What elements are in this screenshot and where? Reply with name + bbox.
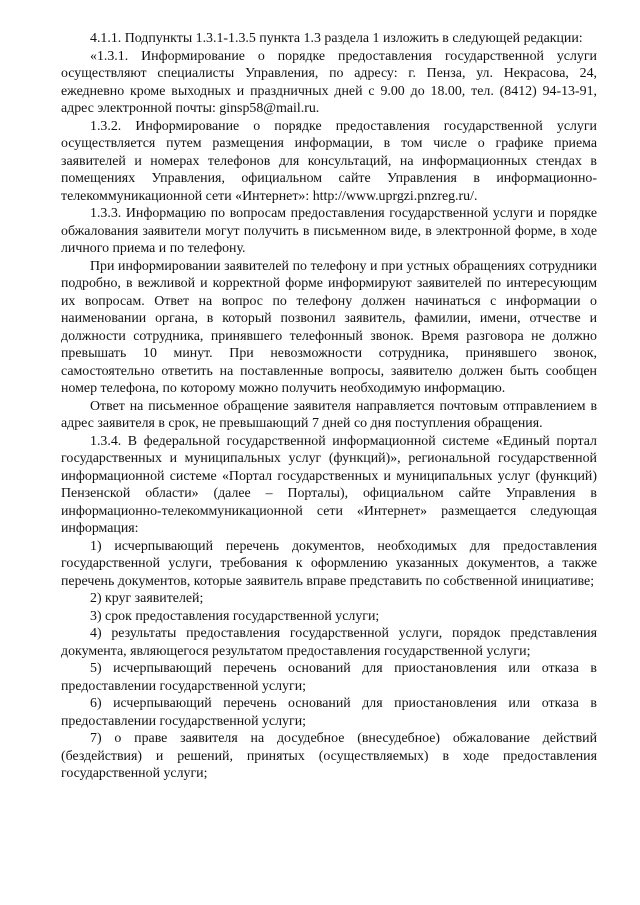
- paragraph-1-3-3: 1.3.3. Информацию по вопросам предоставления государственной услуги и порядке обжалования заявители могут получить в письменном виде, в электронной форме, в ходе личного приема и по телефону.: [61, 206, 597, 256]
- list-item-6: 6) исчерпывающий перечень оснований для приостановления или отказа в предоставлении государственной услуги;: [61, 696, 597, 729]
- list-item-1: 1) исчерпывающий перечень документов, необходимых для предоставления государственной услуги, требования к оформлению указанных документов, а также перечень документов, которые заявитель вправе представить по собственной инициативе;: [61, 538, 597, 589]
- paragraph-1-3-2: 1.3.2. Информирование о порядке предоставления государственной услуги осуществляется путем размещения информации, в том числе о графике приема заявителей и номерах телефонов для консультаций, на информационных стендах в помещениях Управления, официальном сайте Управления в информационно-телекоммуникационной сети «Интернет»: http://www.uprgzi.pnzreg.ru/.: [61, 118, 597, 204]
- list-item-7: 7) о праве заявителя на досудебное (внесудебное) обжалование действий (бездействия) и решений, принятых (осуществляемых) в ходе предоставления государственной услуги;: [61, 731, 597, 781]
- list-item-5: 5) исчерпывающий перечень оснований для приостановления или отказа в предоставлении государственной услуги;: [61, 661, 597, 694]
- paragraph-phone-info: При информировании заявителей по телефону и при устных обращениях сотрудники подробно, в вежливой и корректной форме информируют заявителей по интересующим их вопросам. Ответ на вопрос по телефону должен начинаться с информации о наименовании органа, в который позвонил заявитель, фамилии, имени, отчестве и должности сотрудника, принявшего телефонный звонок. Время разговора не должно превышать 10 минут. При невозможности сотрудника, принявшего звонок, самостоятельно ответить на поставленные вопросы, заявителю должен быть сообщен номер телефона, по которому можно получить необходимую информацию.: [61, 258, 597, 396]
- list-item-2: 2) круг заявителей;: [90, 591, 204, 606]
- paragraph-4-1-1: 4.1.1. Подпункты 1.3.1-1.3.5 пункта 1.3 раздела 1 изложить в следующей редакции:: [90, 31, 583, 46]
- list-item-3: 3) срок предоставления государственной услуги;: [90, 608, 380, 624]
- paragraph-1-3-1: «1.3.1. Информирование о порядке предоставления государственной услуги осуществляют специалисты Управления, по адресу: г. Пенза, ул. Некрасова, 24, ежедневно кроме выходных и праздничных дней с 9.00 до 18.00, тел. (8412) 94-13-91, адрес электронной почты: ginsp58@mail.ru.: [61, 48, 597, 116]
- list-item-4: 4) результаты предоставления государственной услуги, порядок представления документа, являющегося результатом предоставления государственной услуги;: [61, 626, 597, 659]
- paragraph-1-3-4: 1.3.4. В федеральной государственной информационной системе «Единый портал государственных и муниципальных услуг (функций)», региональной государственной информационной системе «Портал государственных и муниципальных услуг (функций) Пензенской области» (далее – Порталы), официальном сайте Управления в информационно-телекоммуникационной сети «Интернет» размещается следующая информация:: [61, 433, 597, 536]
- paragraph-written-reply: Ответ на письменное обращение заявителя направляется почтовым отправлением в адрес заявителя в срок, не превышающий 7 дней со дня поступления обращения.: [61, 398, 597, 431]
- document-page: [61, 30, 597, 783]
